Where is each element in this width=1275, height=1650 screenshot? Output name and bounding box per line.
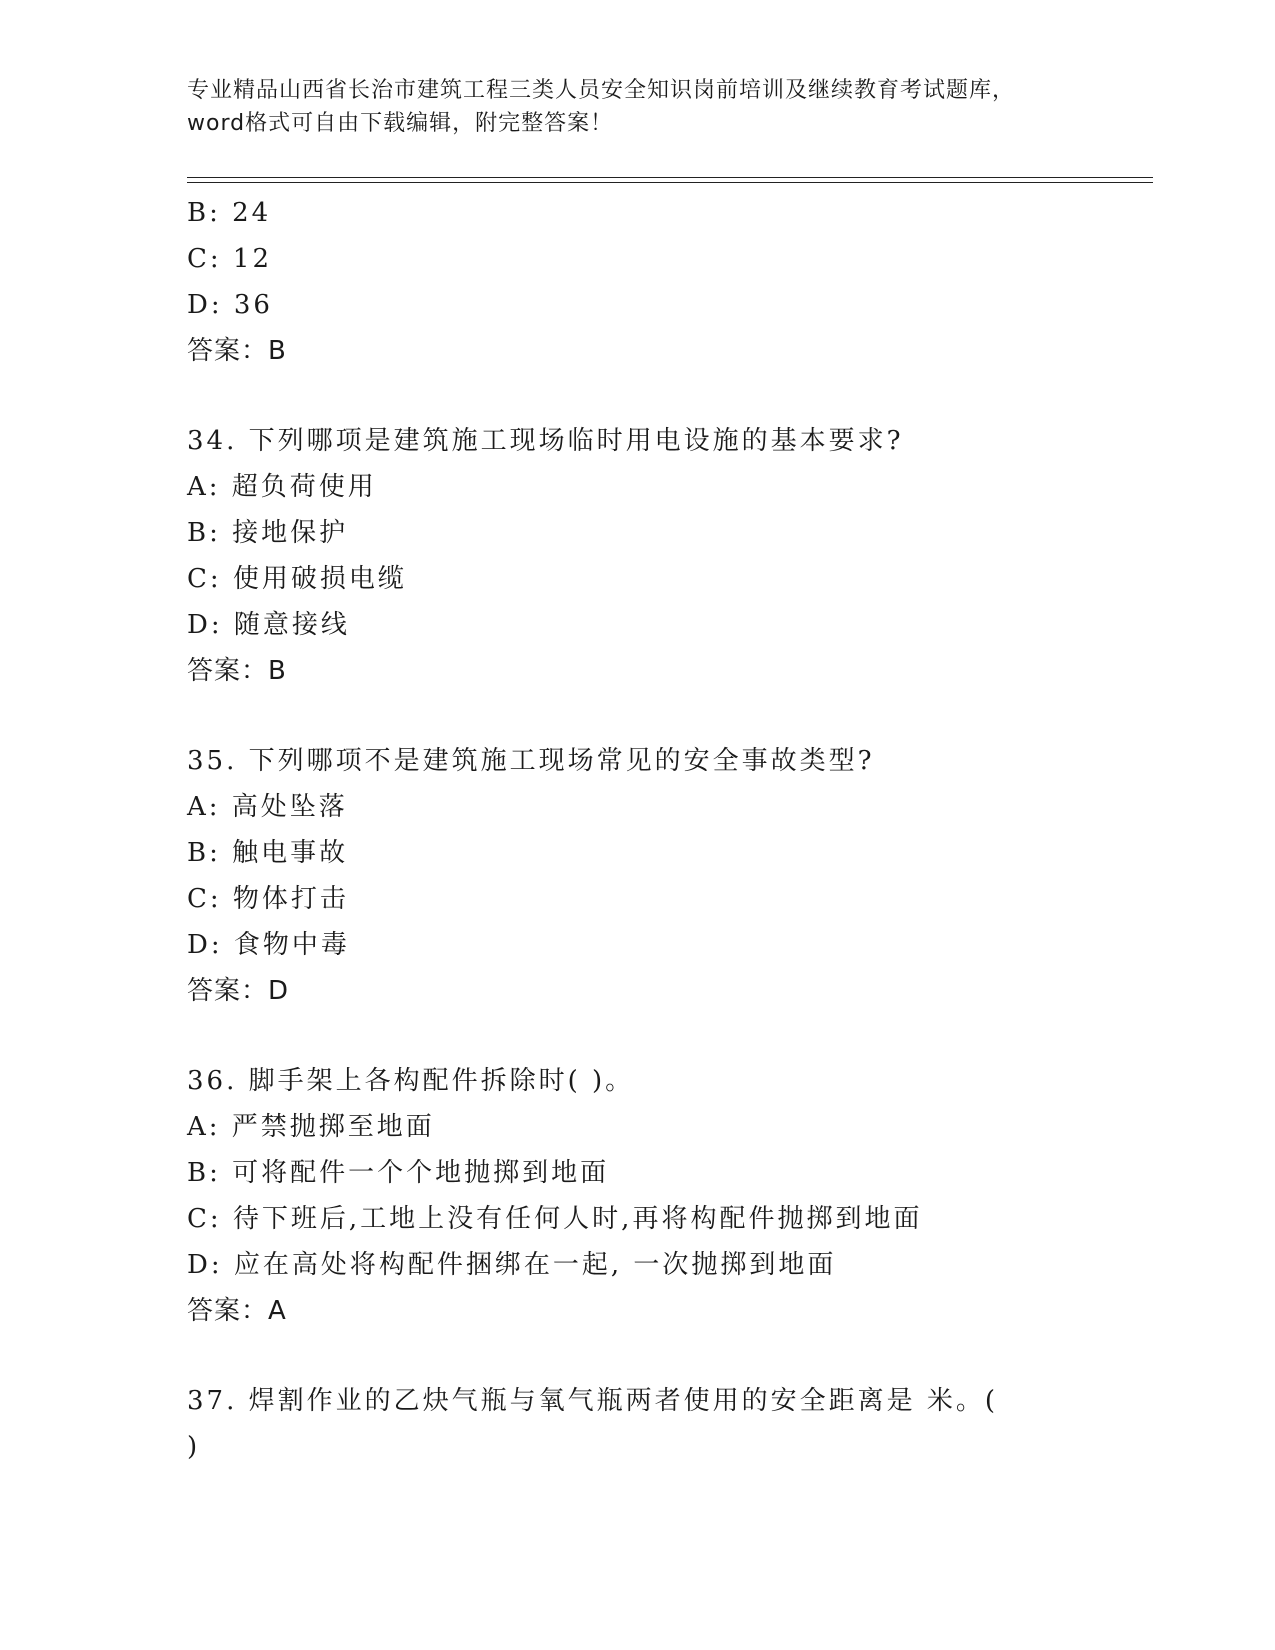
answer-line: 答案：A <box>187 1296 287 1326</box>
option-b: B: 接地保护 <box>187 518 349 548</box>
option-d: D: 应在高处将构配件捆绑在一起, 一次抛掷到地面 <box>187 1250 837 1280</box>
document-header <box>187 74 1087 140</box>
question-text: 36. 脚手架上各构配件拆除时( )。 <box>187 1066 635 1096</box>
question-block-36 <box>187 1058 1147 1334</box>
option-d: D: 随意接线 <box>187 610 350 640</box>
option-c: C: 使用破损电缆 <box>187 564 407 594</box>
option-a: A: 高处坠落 <box>187 792 348 822</box>
question-list <box>187 190 1147 1470</box>
question-text: 35. 下列哪项不是建筑施工现场常见的安全事故类型? <box>187 746 875 776</box>
header-divider-top <box>187 177 1153 178</box>
question-text-continuation: ) <box>187 1432 201 1462</box>
option-c: C: 物体打击 <box>187 884 349 914</box>
header-title-line-2: word格式可自由下载编辑，附完整答案！ <box>187 111 614 136</box>
option-b: B: 24 <box>187 198 272 228</box>
question-text: 37. 焊割作业的乙炔气瓶与氧气瓶两者使用的安全距离是 米。( <box>187 1386 999 1416</box>
option-a: A: 超负荷使用 <box>187 472 377 502</box>
question-block-34 <box>187 418 1147 694</box>
answer-line: 答案：B <box>187 656 287 686</box>
option-d: D: 36 <box>187 290 273 320</box>
spacer <box>187 694 1147 738</box>
option-c: C: 待下班后,工地上没有任何人时,再将构配件抛掷到地面 <box>187 1204 923 1234</box>
spacer <box>187 1014 1147 1058</box>
question-text: 34. 下列哪项是建筑施工现场临时用电设施的基本要求? <box>187 426 904 456</box>
option-a: A: 严禁抛掷至地面 <box>187 1112 435 1142</box>
header-divider-bottom <box>187 182 1153 183</box>
answer-line: 答案：D <box>187 976 290 1006</box>
option-c: C: 12 <box>187 244 273 274</box>
header-title-line-1: 专业精品山西省长治市建筑工程三类人员安全知识岗前培训及继续教育考试题库， <box>187 78 1016 103</box>
option-d: D: 食物中毒 <box>187 930 350 960</box>
question-block-33-continued <box>187 190 1147 374</box>
spacer <box>187 374 1147 418</box>
question-block-37 <box>187 1378 1147 1470</box>
option-b: B: 触电事故 <box>187 838 349 868</box>
answer-line: 答案：B <box>187 336 287 366</box>
question-block-35 <box>187 738 1147 1014</box>
option-b: B: 可将配件一个个地抛掷到地面 <box>187 1158 610 1188</box>
spacer <box>187 1334 1147 1378</box>
